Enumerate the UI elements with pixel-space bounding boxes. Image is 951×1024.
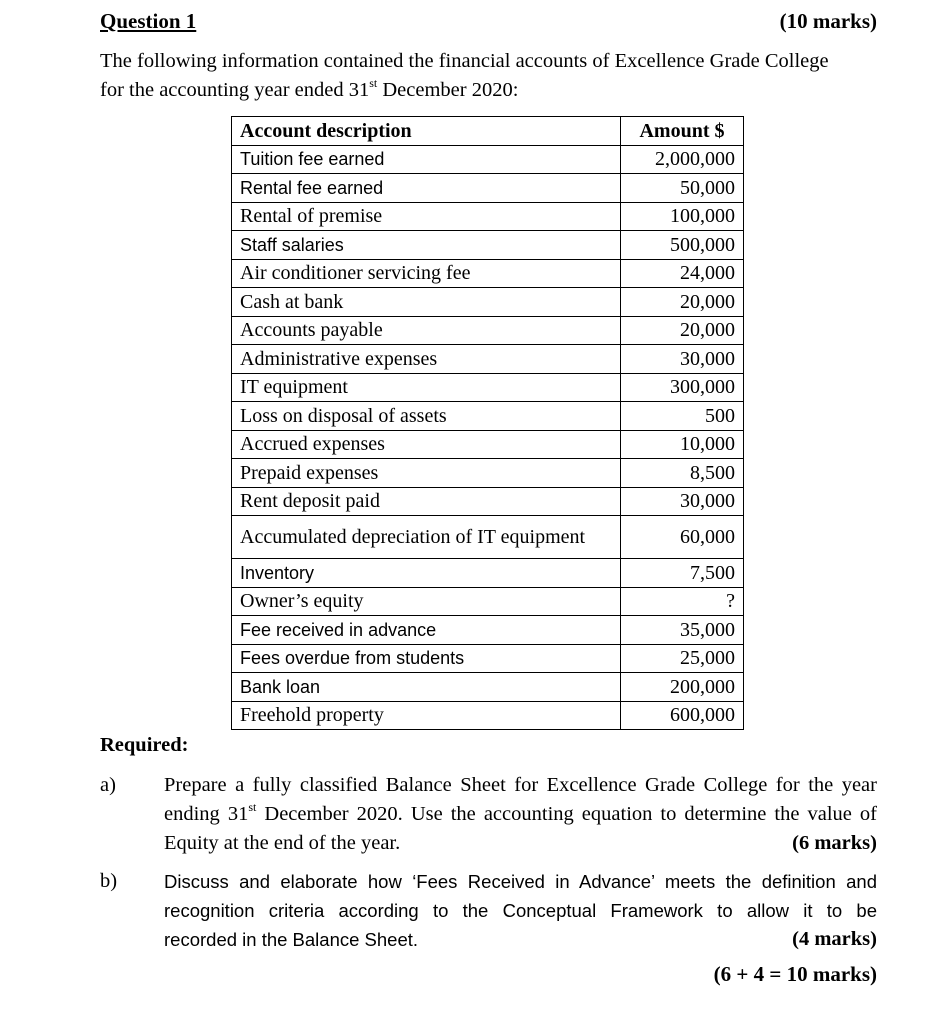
- table-row: [232, 587, 744, 616]
- account-description: Bank loan: [232, 673, 621, 702]
- part-a-text-segment: ending 31: [164, 803, 249, 825]
- account-amount: 500: [621, 402, 744, 431]
- account-amount: 50,000: [621, 174, 744, 203]
- question-marks: (10 marks): [779, 9, 877, 33]
- part-b: [100, 867, 877, 957]
- account-amount: 500,000: [621, 231, 744, 260]
- intro-text: for the accounting year ended 31: [100, 79, 370, 101]
- intro-line: The following information contained the financial accounts of Excellence Grade College: [100, 50, 829, 72]
- total-marks: (6 + 4 = 10 marks): [713, 962, 877, 986]
- part-a-text: [164, 771, 877, 858]
- part-a-line: Prepare a fully classified Balance Sheet for Excellence Grade College for the year: [164, 774, 877, 796]
- account-amount: 25,000: [621, 644, 744, 673]
- column-header-amount: Amount $: [621, 117, 744, 146]
- account-description: Rental of premise: [232, 202, 621, 231]
- table-row: [232, 644, 744, 673]
- intro-paragraph: [100, 47, 877, 105]
- account-amount: 2,000,000: [621, 145, 744, 174]
- part-a-line: [164, 800, 877, 829]
- part-b-line: recorded in the Balance Sheet.: [164, 929, 419, 950]
- table-row: [232, 487, 744, 516]
- account-amount: 24,000: [621, 259, 744, 288]
- account-amount: 20,000: [621, 288, 744, 317]
- part-b-text: [164, 867, 877, 954]
- part-a-marks: (6 marks): [792, 832, 877, 854]
- question-header: [100, 9, 877, 37]
- account-amount: 10,000: [621, 430, 744, 459]
- ordinal-suffix: st: [369, 76, 378, 91]
- account-description: Tuition fee earned: [232, 145, 621, 174]
- table-row: [232, 174, 744, 203]
- account-description: Air conditioner servicing fee: [232, 259, 621, 288]
- part-a-label: a): [100, 774, 116, 796]
- part-b-line: recognition criteria according to the Conceptual Framework to allow it to be: [164, 900, 877, 921]
- account-amount: 8,500: [621, 459, 744, 488]
- table-row: [232, 316, 744, 345]
- part-b-label: b): [100, 870, 118, 892]
- part-b-line: Discuss and elaborate how ‘Fees Received in Advance’ meets the definition and: [164, 871, 877, 892]
- intro-line: [100, 76, 877, 105]
- account-amount: 300,000: [621, 373, 744, 402]
- account-description: Administrative expenses: [232, 345, 621, 374]
- account-description: Prepaid expenses: [232, 459, 621, 488]
- table-row: [232, 145, 744, 174]
- intro-text: December 2020:: [377, 79, 519, 101]
- table-row: [232, 288, 744, 317]
- account-description: Rental fee earned: [232, 174, 621, 203]
- account-amount: 35,000: [621, 616, 744, 645]
- table-row: [232, 459, 744, 488]
- account-amount: 7,500: [621, 559, 744, 588]
- account-description: Owner’s equity: [232, 587, 621, 616]
- part-a-line: Equity at the end of the year.: [164, 832, 401, 854]
- account-description: Inventory: [232, 559, 621, 588]
- account-description: IT equipment: [232, 373, 621, 402]
- table-row: [232, 373, 744, 402]
- account-amount: 60,000: [621, 516, 744, 559]
- table-row: [232, 559, 744, 588]
- question-title: Question 1: [100, 9, 197, 33]
- part-b-marks: (4 marks): [792, 928, 877, 950]
- account-description: Accounts payable: [232, 316, 621, 345]
- table-row: [232, 616, 744, 645]
- part-a: [100, 771, 877, 861]
- account-amount: 30,000: [621, 487, 744, 516]
- account-description: Cash at bank: [232, 288, 621, 317]
- account-amount: 100,000: [621, 202, 744, 231]
- table-row: [232, 430, 744, 459]
- account-description: Fee received in advance: [232, 616, 621, 645]
- table-row: [232, 259, 744, 288]
- ordinal-suffix: st: [248, 800, 257, 815]
- account-amount: 600,000: [621, 701, 744, 730]
- table-row: [232, 516, 744, 559]
- table-row: [232, 345, 744, 374]
- account-description: Accrued expenses: [232, 430, 621, 459]
- table-header-row: [232, 117, 744, 146]
- account-amount: 200,000: [621, 673, 744, 702]
- table-row: [232, 202, 744, 231]
- part-a-text-segment: December 2020. Use the accounting equation to determine the value of: [256, 803, 877, 825]
- table-row: [232, 402, 744, 431]
- table-row: [232, 673, 744, 702]
- table-row: [232, 701, 744, 730]
- accounts-table: [231, 116, 744, 730]
- account-description: Fees overdue from students: [232, 644, 621, 673]
- account-description: Rent deposit paid: [232, 487, 621, 516]
- table-row: [232, 231, 744, 260]
- account-description: Loss on disposal of assets: [232, 402, 621, 431]
- account-amount: 20,000: [621, 316, 744, 345]
- column-header-description: Account description: [232, 117, 621, 146]
- account-description: Staff salaries: [232, 231, 621, 260]
- account-amount: ?: [621, 587, 744, 616]
- account-amount: 30,000: [621, 345, 744, 374]
- account-description: Accumulated depreciation of IT equipment: [232, 516, 621, 559]
- required-heading: Required:: [100, 734, 189, 756]
- account-description: Freehold property: [232, 701, 621, 730]
